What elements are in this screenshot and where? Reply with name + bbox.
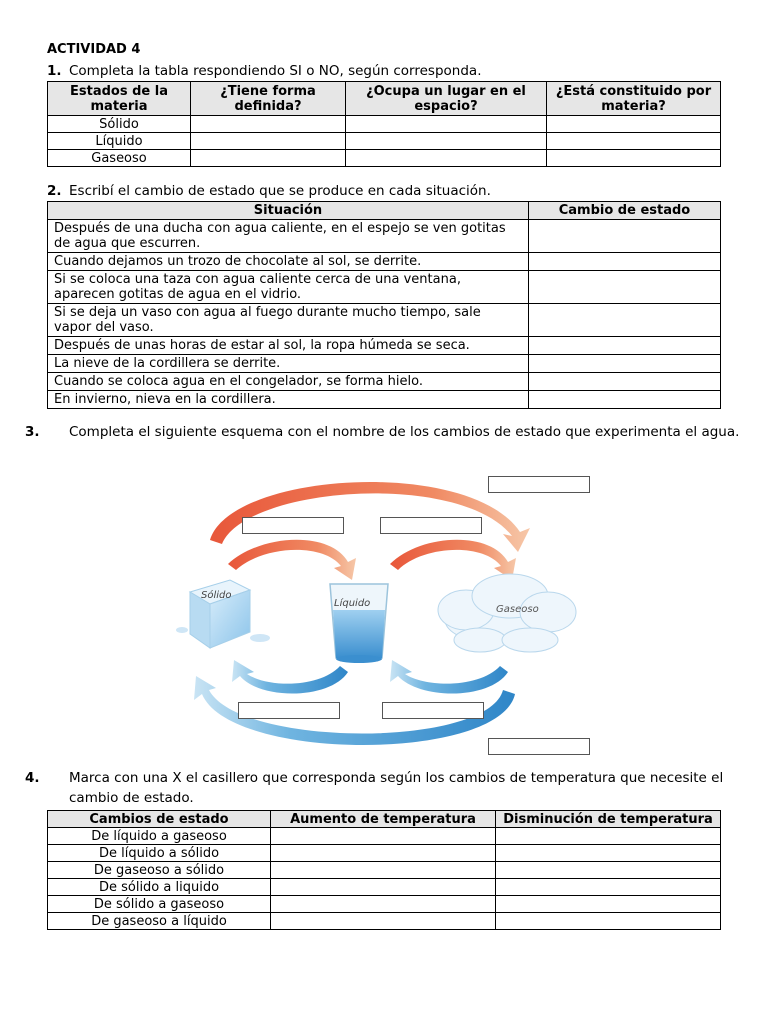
question-4 (25, 768, 749, 808)
table-row (48, 913, 721, 930)
answer-cell[interactable] (191, 133, 346, 150)
situation-cell: La nieve de la cordillera se derrite. (48, 355, 529, 373)
table-row (48, 355, 721, 373)
answer-cell[interactable] (271, 879, 496, 896)
table-row (48, 253, 721, 271)
question-2-number: 2. (47, 183, 62, 199)
evaporation-arrow (390, 540, 516, 580)
table-header-row (48, 811, 721, 828)
answer-cell[interactable] (529, 355, 721, 373)
solid-label: Sólido (201, 590, 232, 601)
situation-cell: Cuando dejamos un trozo de chocolate al sol, se derrite. (48, 253, 529, 271)
row-label: De gaseoso a líquido (48, 913, 271, 930)
answer-cell[interactable] (496, 862, 721, 879)
question-4-text: Marca con una X el casillero que corresponda según los cambios de temperatura que necesite el cambio de estado. (69, 770, 724, 806)
situations-table (47, 201, 721, 409)
answer-cell[interactable] (346, 150, 547, 167)
table-header: Disminución de temperatura (496, 811, 721, 828)
table-row (48, 133, 721, 150)
answer-cell[interactable] (496, 828, 721, 845)
answer-box-evaporation[interactable] (380, 517, 482, 534)
table-row (48, 271, 721, 304)
row-label: De sólido a liquido (48, 879, 271, 896)
table-header-row (48, 202, 721, 220)
situation-cell: Después de unas horas de estar al sol, la ropa húmeda se seca. (48, 337, 529, 355)
answer-cell[interactable] (529, 391, 721, 409)
answer-cell[interactable] (271, 896, 496, 913)
answer-cell[interactable] (529, 337, 721, 355)
gas-label: Gaseoso (496, 604, 539, 615)
question-3-number: 3. (25, 424, 40, 440)
condensation-arrow (390, 660, 508, 694)
table-row (48, 304, 721, 337)
table-row (48, 116, 721, 133)
table-row (48, 879, 721, 896)
table-header: ¿Tiene forma definida? (191, 82, 346, 116)
table-row (48, 391, 721, 409)
row-label: De líquido a gaseoso (48, 828, 271, 845)
situation-cell: Cuando se coloca agua en el congelador, se forma hielo. (48, 373, 529, 391)
freezing-arrow (232, 660, 348, 694)
temperature-table (47, 810, 721, 930)
answer-cell[interactable] (191, 150, 346, 167)
answer-box-condensation[interactable] (382, 702, 484, 719)
situation-cell: En invierno, nieva en la cordillera. (48, 391, 529, 409)
table-header: ¿Ocupa un lugar en el espacio? (346, 82, 547, 116)
question-2 (47, 181, 727, 201)
situation-cell: Después de una ducha con agua caliente, en el espejo se ven gotitas de agua que escurren. (48, 220, 529, 253)
table-row (48, 220, 721, 253)
question-4-number: 4. (25, 770, 40, 786)
table-row (48, 150, 721, 167)
answer-box-melting[interactable] (242, 517, 344, 534)
situation-cell: Si se coloca una taza con agua caliente cerca de una ventana, aparecen gotitas de agua en el vidrio. (48, 271, 529, 304)
answer-cell[interactable] (529, 271, 721, 304)
table-header: Estados de la materia (48, 82, 191, 116)
liquid-label: Líquido (334, 598, 371, 609)
answer-cell[interactable] (529, 304, 721, 337)
answer-cell[interactable] (547, 150, 721, 167)
answer-cell[interactable] (529, 373, 721, 391)
states-table (47, 81, 721, 167)
question-3 (25, 422, 749, 442)
table-row (48, 337, 721, 355)
table-row (48, 373, 721, 391)
activity-title: ACTIVIDAD 4 (47, 42, 141, 57)
table-row (48, 862, 721, 879)
answer-cell[interactable] (547, 116, 721, 133)
question-2-text: Escribí el cambio de estado que se produce en cada situación. (69, 183, 491, 199)
states-diagram (170, 462, 610, 762)
question-3-text: Completa el siguiente esquema con el nombre de los cambios de estado que experimenta el agua. (69, 424, 740, 440)
answer-cell[interactable] (271, 862, 496, 879)
table-header: Situación (48, 202, 529, 220)
row-label: Sólido (48, 116, 191, 133)
answer-cell[interactable] (271, 913, 496, 930)
question-1-text: Completa la tabla respondiendo SI o NO, según corresponda. (69, 63, 482, 79)
answer-cell[interactable] (496, 913, 721, 930)
question-1-number: 1. (47, 63, 62, 79)
glass-icon (330, 584, 388, 663)
table-row (48, 845, 721, 862)
row-label: De sólido a gaseoso (48, 896, 271, 913)
answer-box-freezing[interactable] (238, 702, 340, 719)
table-header: Cambio de estado (529, 202, 721, 220)
answer-cell[interactable] (271, 828, 496, 845)
answer-cell[interactable] (271, 845, 496, 862)
answer-cell[interactable] (547, 133, 721, 150)
table-header: Aumento de temperatura (271, 811, 496, 828)
answer-cell[interactable] (496, 845, 721, 862)
answer-cell[interactable] (529, 220, 721, 253)
answer-box-deposition[interactable] (488, 738, 590, 755)
answer-cell[interactable] (529, 253, 721, 271)
answer-cell[interactable] (346, 133, 547, 150)
table-row (48, 896, 721, 913)
answer-cell[interactable] (191, 116, 346, 133)
row-label: De gaseoso a sólido (48, 862, 271, 879)
table-header: Cambios de estado (48, 811, 271, 828)
table-header-row (48, 82, 721, 116)
melting-arrow (228, 540, 356, 580)
answer-box-sublimation[interactable] (488, 476, 590, 493)
situation-cell: Si se deja un vaso con agua al fuego durante mucho tiempo, sale vapor del vaso. (48, 304, 529, 337)
table-header: ¿Está constituido por materia? (547, 82, 721, 116)
row-label: Líquido (48, 133, 191, 150)
answer-cell[interactable] (496, 896, 721, 913)
answer-cell[interactable] (496, 879, 721, 896)
answer-cell[interactable] (346, 116, 547, 133)
row-label: Gaseoso (48, 150, 191, 167)
question-1 (47, 61, 727, 81)
row-label: De líquido a sólido (48, 845, 271, 862)
table-row (48, 828, 721, 845)
